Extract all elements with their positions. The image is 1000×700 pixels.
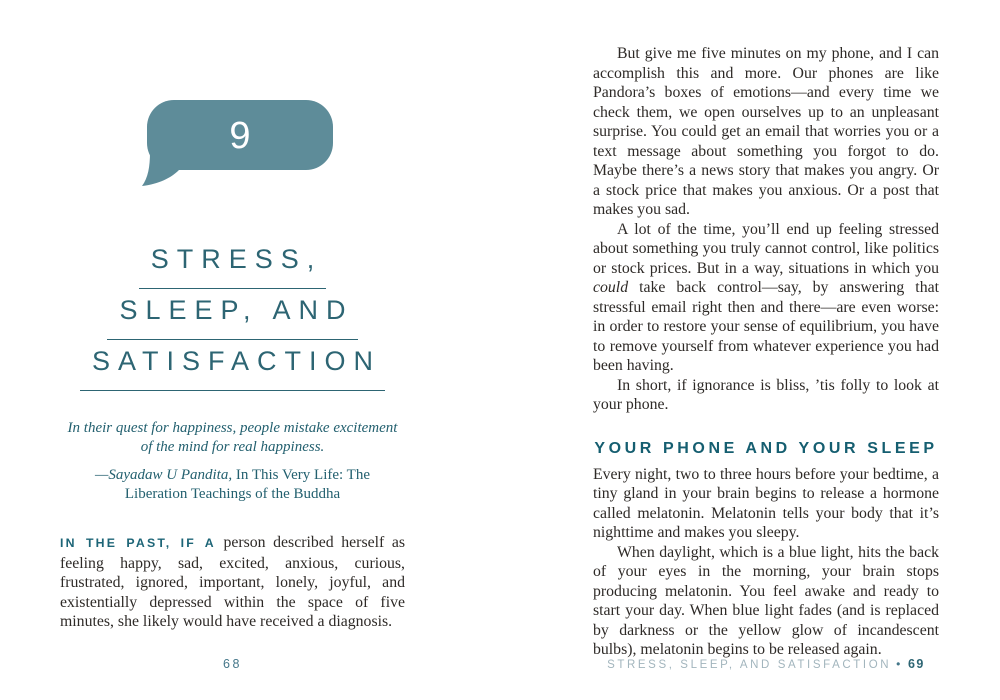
text-run: Every night, two to three hours before your bedtime, a tiny gland in your brain begins to release a hormone called melatonin. Melatonin tells your body that it’s nighttime and makes you sleepy. (593, 465, 939, 541)
text-run: In short, if ignorance is bliss, ’tis folly to look at your phone. (593, 376, 939, 413)
chapter-title-row (60, 295, 405, 340)
epigraph-quote: In their quest for happiness, people mistake excitement of the mind for real happiness. (67, 420, 398, 455)
running-footer (593, 657, 939, 671)
section-heading: YOUR PHONE AND YOUR SLEEP (594, 439, 938, 457)
paragraph (593, 543, 939, 660)
lead-in-small-caps: IN THE PAST, IF A (60, 536, 216, 550)
epigraph (66, 419, 399, 503)
running-head: STRESS, SLEEP, AND SATISFACTION (607, 659, 892, 671)
text-run: A lot of the time, you’ll end up feeling stressed about something you truly cannot control, like politics or stock prices. But in a way, situations in which you (593, 220, 939, 277)
paragraph (593, 220, 939, 376)
right-page (593, 0, 939, 700)
message-bubble-icon (133, 100, 333, 188)
footer-bullet: • (896, 657, 903, 671)
text-run: When daylight, which is a blue light, hits the back of your eyes in the morning, your brain stops producing melatonin. You feel awake and ready to start your day. When blue light fades (and is replaced by darkness or the yellow glow of incandescent bulbs), melatonin begins to be released again. (593, 543, 939, 658)
chapter-bubble (133, 100, 333, 188)
epigraph-attribution (76, 466, 389, 503)
body-text-column (593, 44, 939, 660)
chapter-title (60, 244, 405, 391)
chapter-title-line-3: SATISFACTION (80, 346, 385, 391)
epigraph-source: In This Very Life: The Liberation Teachings of the Buddha (124, 467, 370, 502)
page-number-right: 69 (907, 657, 925, 671)
text-run: take back control—say, by answering that stressful email right then and there—are even worse: in order to restore your sense of equilibrium, you have to remove yourself from whatever experience you had been having. (593, 279, 939, 374)
left-page (60, 0, 405, 700)
chapter-title-line-1: STRESS, (139, 244, 327, 289)
text-run: But give me five minutes on my phone, and I can accomplish this and more. Our phones are like Pandora’s boxes of emotions—and every time we check them, we open ourselves up to an unpleasant surprise. You could get an email that worries you or a text message about something you forgot to do. Maybe there’s a news story that makes you angry. Or a stock price that makes you anxious. Or a post that makes you sad. (593, 45, 939, 218)
epigraph-author: —Sayadaw U Pandita, (95, 467, 233, 483)
paragraph-text: person described herself as feeling happy, sad, excited, anxious, curious, frustrated, ignored, important, lonely, joyful, and existentially depressed within the space of five minutes, she likely would have received a diagnosis. (60, 534, 406, 630)
chapter-number: 9 (228, 115, 251, 157)
chapter-title-row (60, 244, 405, 289)
italic-text-run: could (593, 279, 629, 296)
chapter-title-row (60, 346, 405, 391)
chapter-opening-paragraph (60, 533, 405, 632)
paragraph (593, 44, 939, 220)
page-number-left: 68 (223, 657, 242, 671)
paragraph (593, 465, 939, 543)
paragraph (593, 376, 939, 415)
chapter-title-line-2: SLEEP, AND (107, 295, 357, 340)
